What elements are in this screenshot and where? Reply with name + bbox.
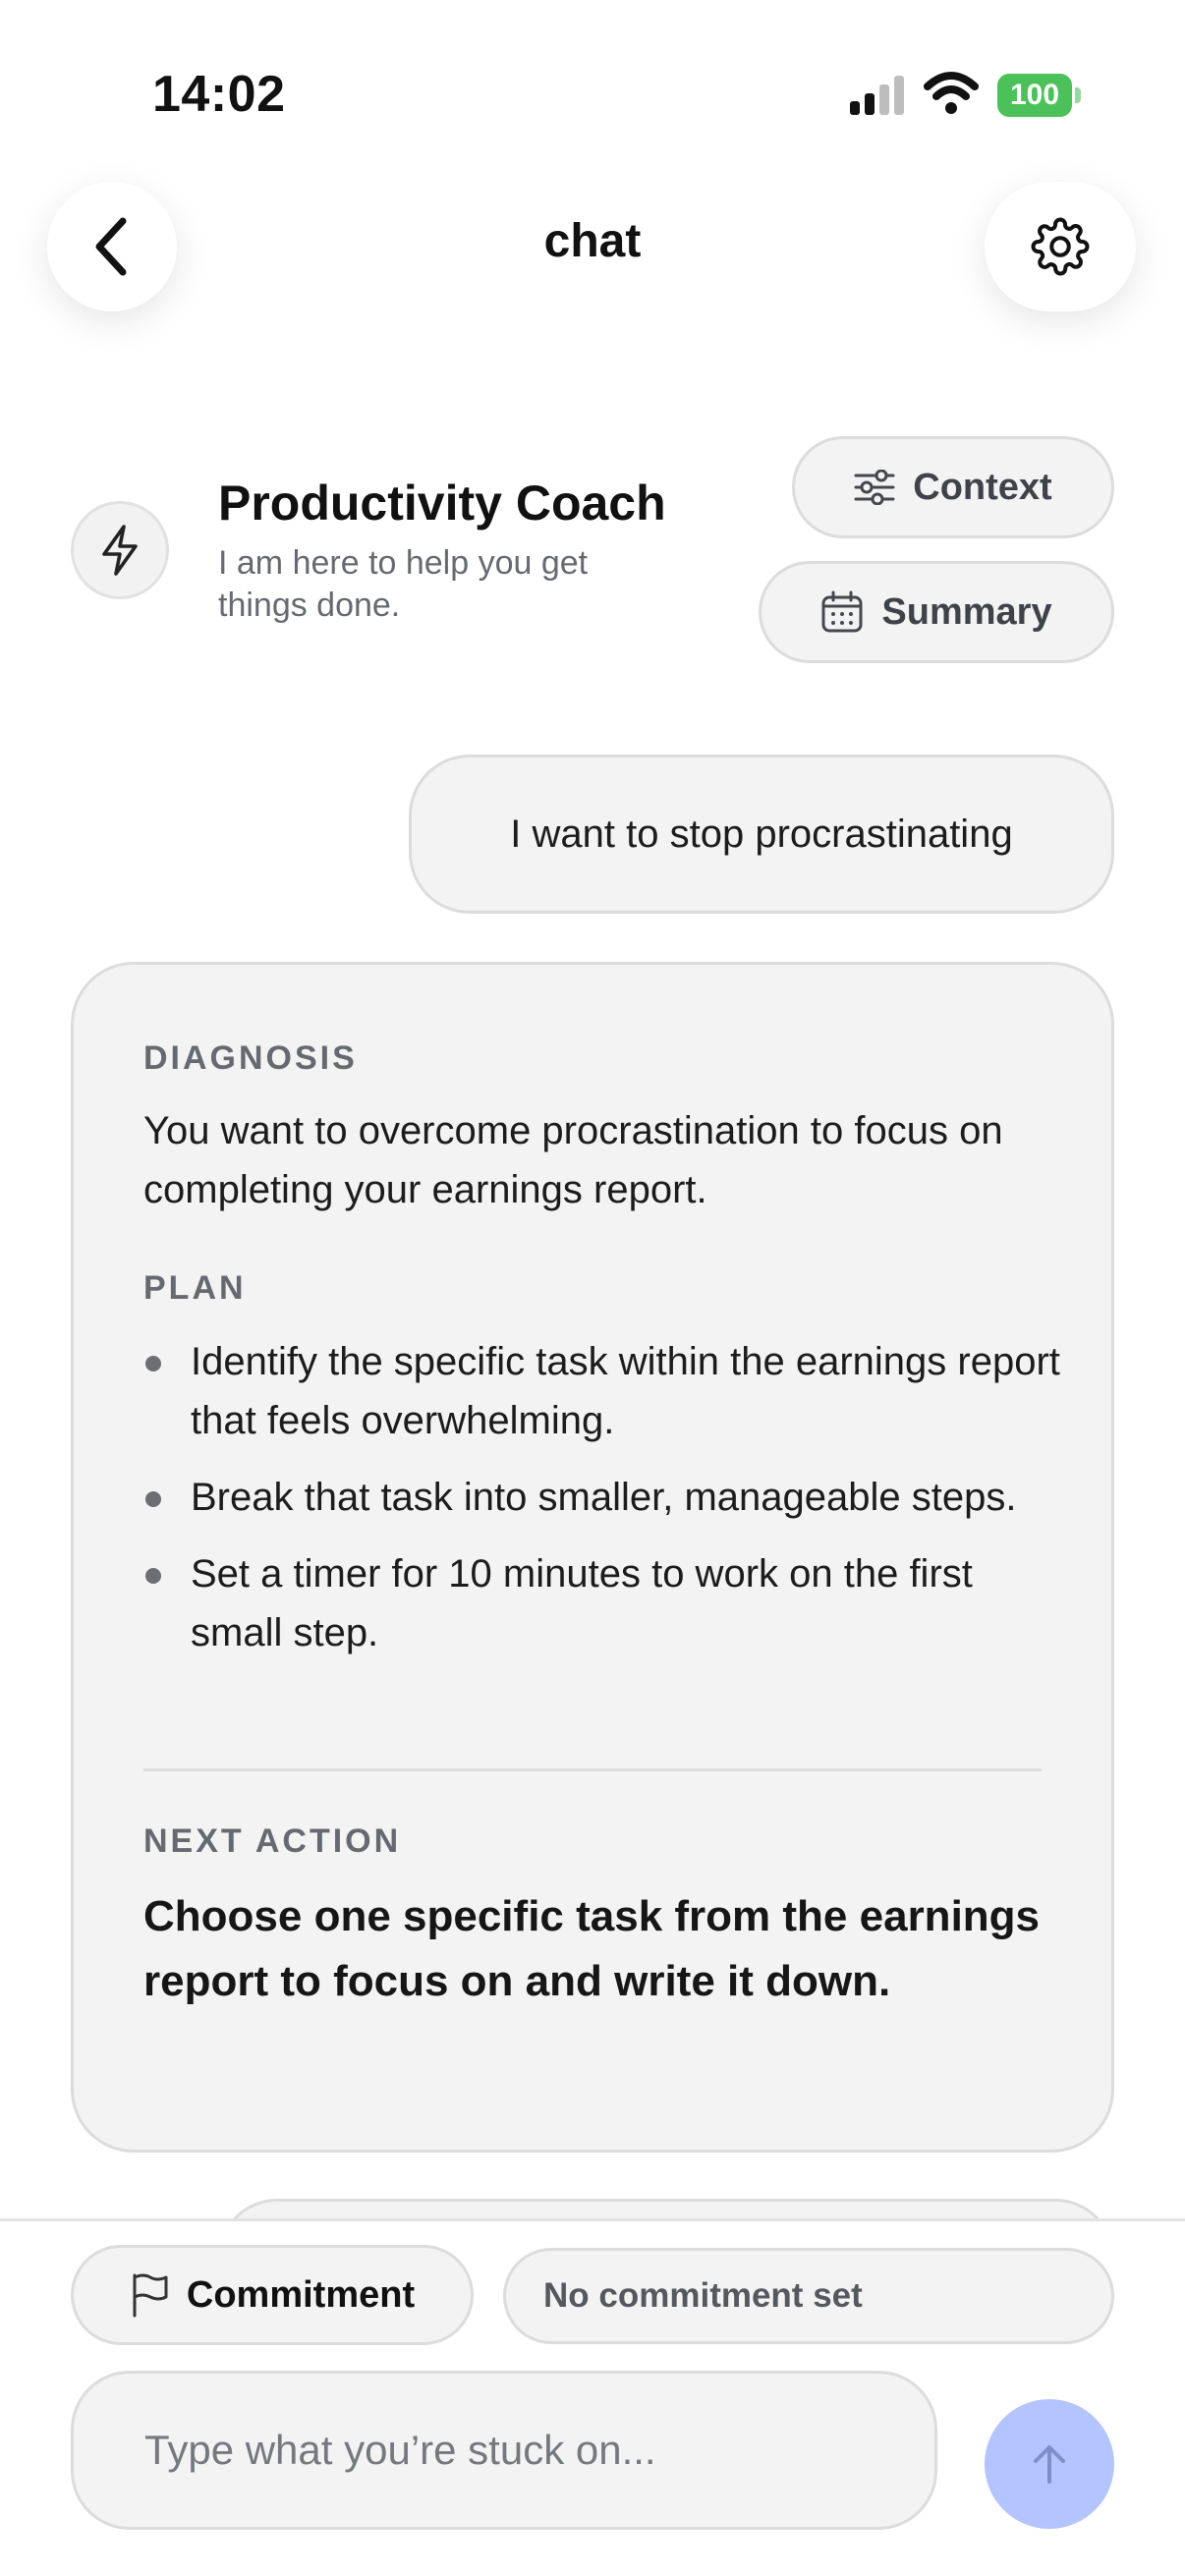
coach-tagline: I am here to help you get things done. <box>218 544 589 624</box>
gear-icon <box>1031 217 1090 276</box>
summary-button[interactable] <box>759 561 1114 663</box>
send-button[interactable] <box>985 2399 1114 2529</box>
diagnosis-text: You want to overcome procrastination to focus on completing your earnings report. <box>143 1109 1003 1211</box>
plan-label: PLAN <box>143 1269 247 1307</box>
user-message-bubble <box>409 755 1114 914</box>
coach-name: Productivity Coach <box>218 476 666 531</box>
section-divider <box>143 1768 1042 1771</box>
flag-icon <box>130 2272 169 2318</box>
bullet-icon <box>145 1491 161 1507</box>
calendar-icon <box>820 590 864 634</box>
page-title: chat <box>543 215 642 267</box>
plan-item-text: Break that task into smaller, manageable steps. <box>191 1476 1017 1519</box>
plan-item <box>143 1468 1067 1527</box>
plan-item <box>143 1544 1067 1662</box>
plan-item-text: Identify the specific task within the earnings report that feels overwhelming. <box>191 1340 1060 1442</box>
plan-item-text: Set a timer for 10 minutes to work on the first small step. <box>191 1552 973 1654</box>
commitment-label: Commitment <box>186 2273 416 2316</box>
context-label: Context <box>913 466 1052 508</box>
plan-item <box>143 1332 1067 1450</box>
next-action-label: NEXT ACTION <box>143 1822 402 1860</box>
summary-label: Summary <box>881 590 1052 633</box>
cellular-signal-icon <box>850 76 905 115</box>
bullet-icon <box>145 1568 161 1584</box>
sliders-icon <box>854 470 895 505</box>
diagnosis-label: DIAGNOSIS <box>143 1039 358 1077</box>
plan-list <box>143 1332 1067 1680</box>
battery-indicator <box>997 74 1080 117</box>
commitment-status-text: No commitment set <box>543 2276 863 2315</box>
message-input[interactable] <box>71 2371 937 2530</box>
coach-avatar <box>71 501 169 599</box>
commitment-button[interactable] <box>71 2245 474 2345</box>
commitment-status[interactable] <box>503 2248 1114 2344</box>
settings-button[interactable] <box>985 182 1136 311</box>
context-button[interactable] <box>792 436 1114 538</box>
user-message-text: I want to stop procrastinating <box>510 812 1013 856</box>
arrow-up-icon <box>1030 2442 1069 2486</box>
wifi-icon <box>924 71 979 116</box>
battery-level: 100 <box>1009 79 1060 111</box>
bullet-icon <box>145 1356 161 1372</box>
lightning-bolt-icon <box>96 523 143 578</box>
next-action-text: Choose one specific task from the earnings report to focus on and write it down. <box>143 1892 1041 2005</box>
status-time: 14:02 <box>152 66 286 123</box>
